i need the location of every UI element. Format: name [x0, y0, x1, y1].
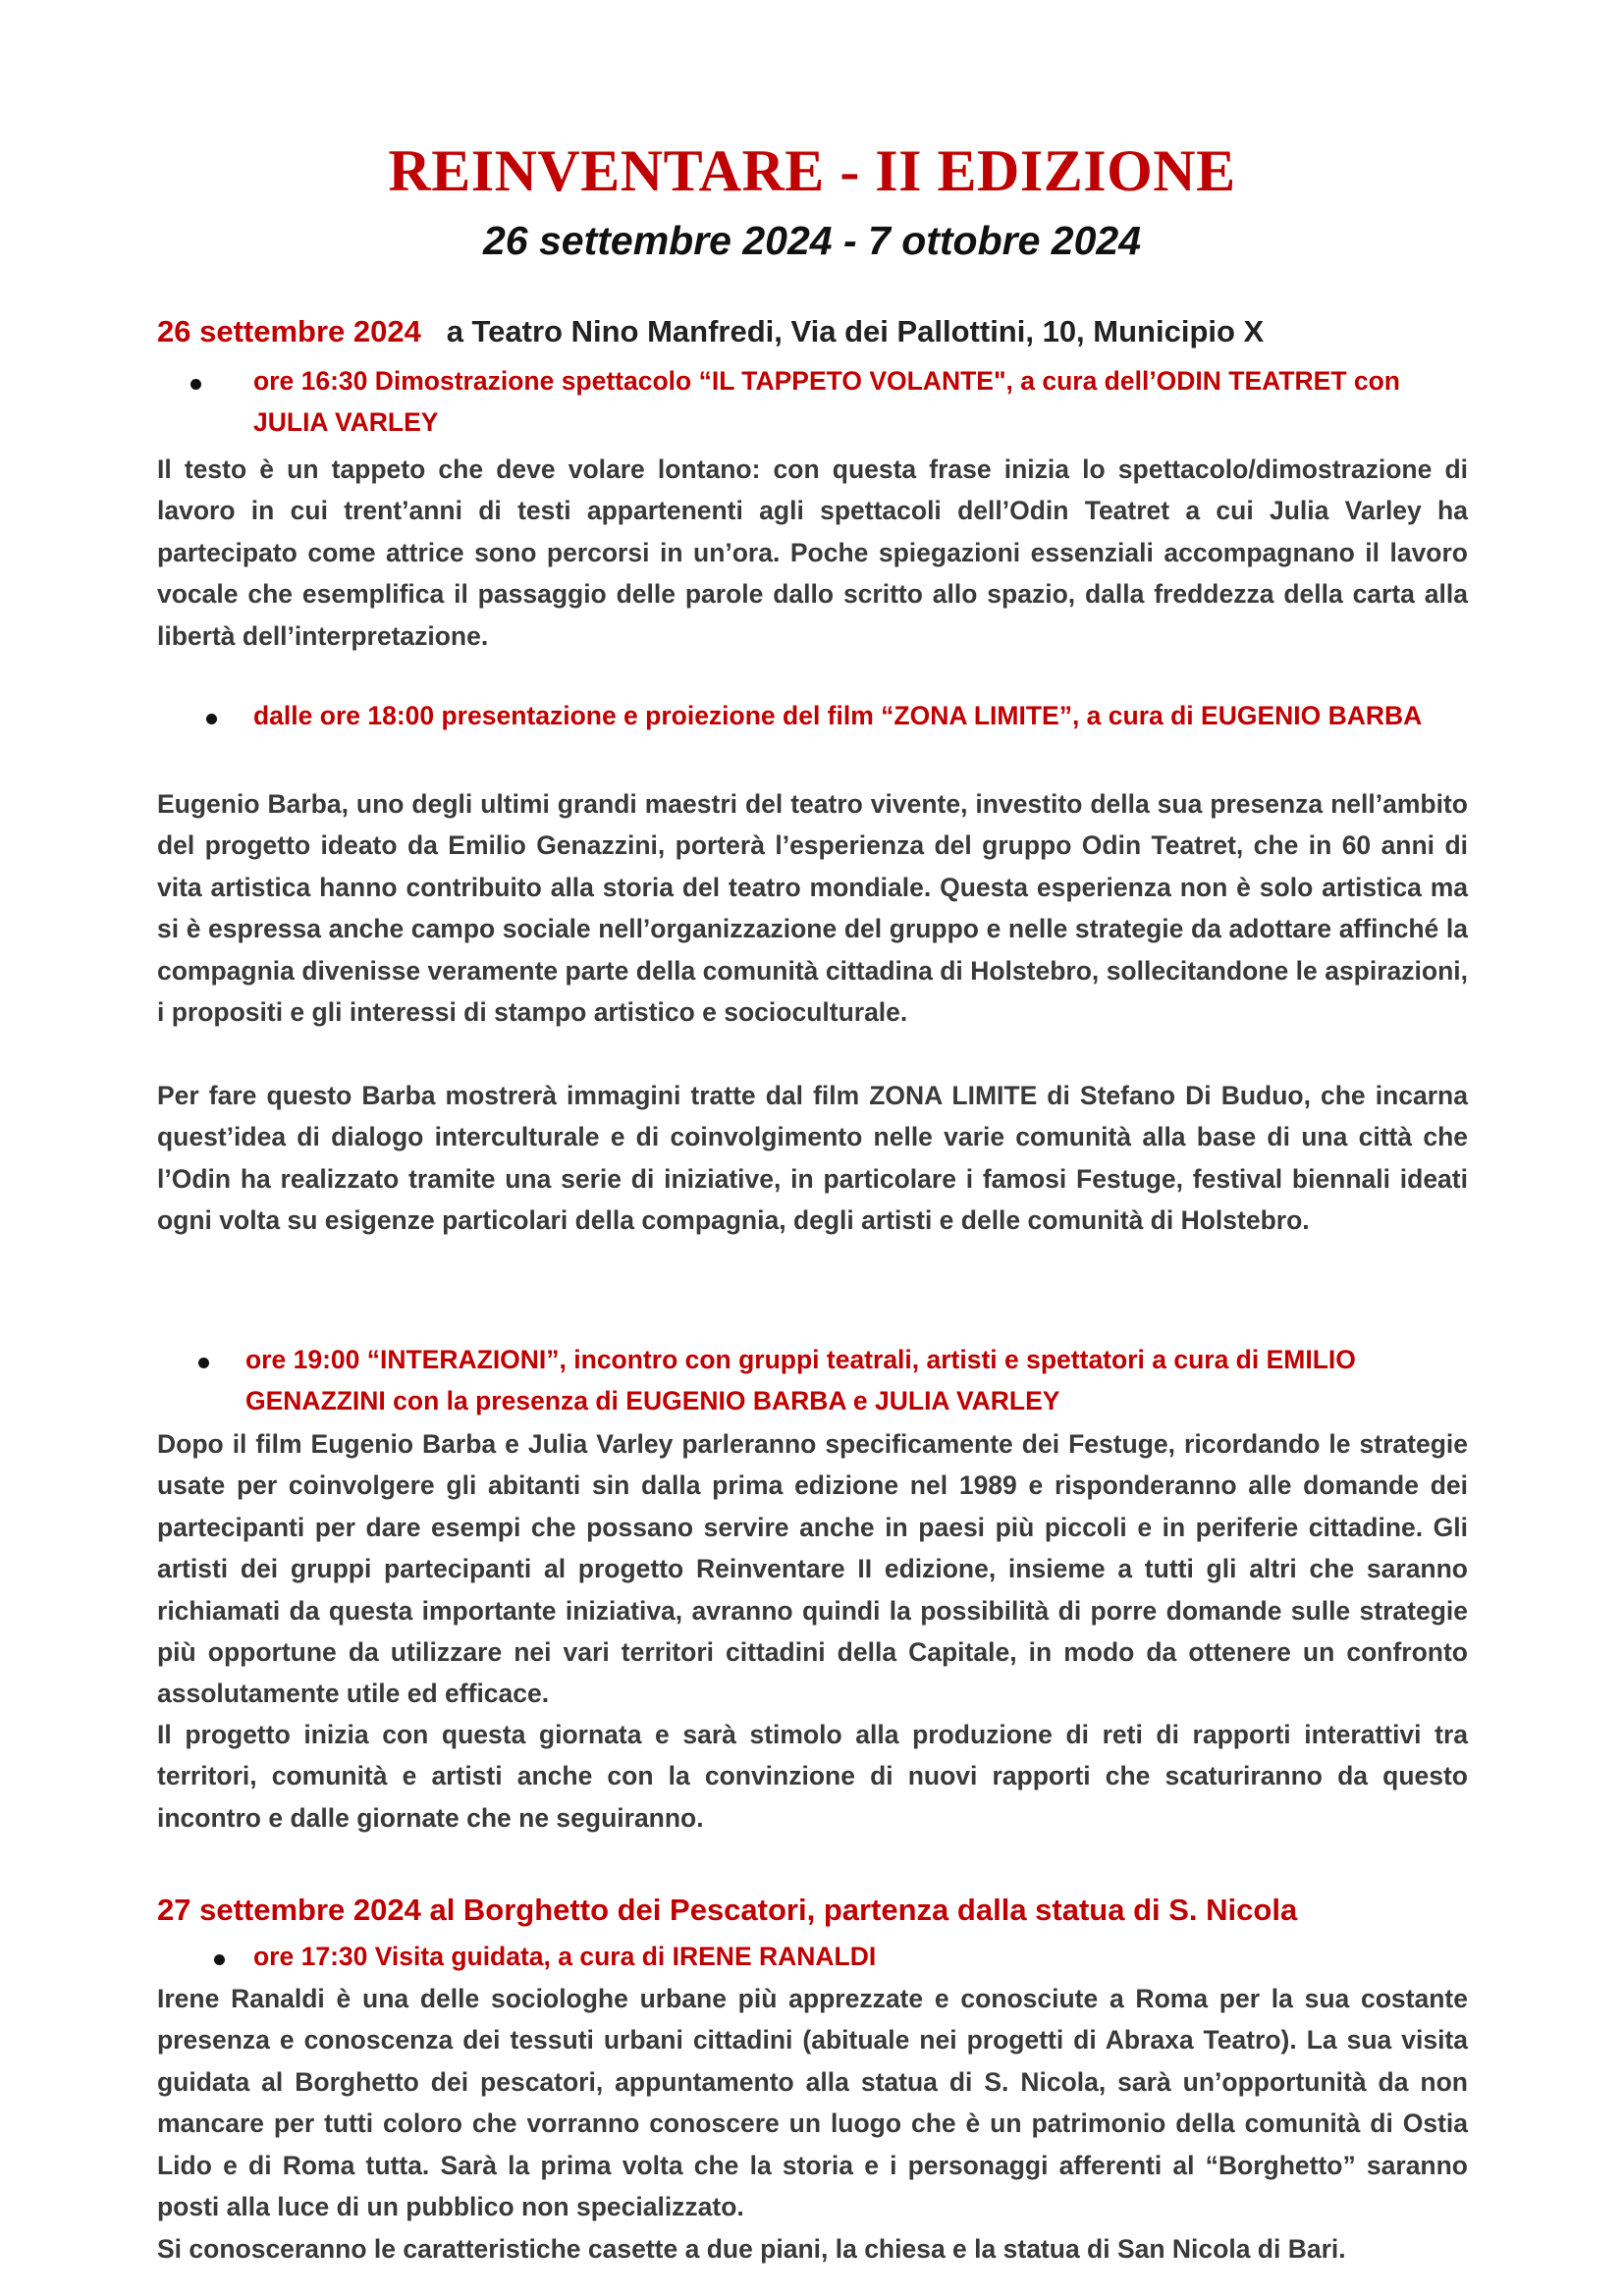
event-interazioni-bullet: ore 19:00 “INTERAZIONI”, incontro con gruppi teatrali, artisti e spettatori a cura di EMILIO GENAZZINI con la presenza di EUGENIO BARBA e JULIA VARLEY [245, 1345, 1356, 1415]
event-visita-guidata-text-2: Si conosceranno le caratteristiche casette a due piani, la chiesa e la statua di San Nicola di Bari. [157, 2234, 1346, 2264]
bullet-icon [214, 1954, 225, 1965]
event-visita-guidata-text-1: Irene Ranaldi è una delle sociologhe urbane più apprezzate e conosciute a Roma per la sua costante presenza e conoscenza dei tessuti urbani cittadini (abituale nei progetti di Abraxa Teatro). La sua visita guidata al Borghetto dei pescatori, appuntamento alla statua di S. Nicola, sarà un’opportunità da non mancare per tutti coloro che vorranno conoscere un luogo che è un patrimonio della comunità di Ostia Lido e di Roma tutta. Sarà la prima volta che la storia e i personaggi afferenti al “Borghetto” saranno posti alla luce di un pubblico non specializzato. [157, 1984, 1468, 2222]
bullet-icon [198, 1358, 209, 1368]
section-heading-26-settembre [157, 314, 1264, 349]
section-location: a Teatro Nino Manfredi, Via dei Pallottini, 10, Municipio X [446, 314, 1265, 348]
bullet-icon [206, 714, 217, 724]
document-subtitle: 26 settembre 2024 - 7 ottobre 2024 [483, 218, 1141, 263]
event-zona-limite-text-2: Per fare questo Barba mostrerà immagini tratte dal film ZONA LIMITE di Stefano Di Buduo, che incarna quest’idea di dialogo interculturale e di coinvolgimento nelle varie comunità alla base di una città che l’Odin ha realizzato tramite una serie di iniziative, in particolare i famosi Festuge, festival biennali ideati ogni volta su esigenze particolari della compagnia, degli artisti e delle comunità di Holstebro. [157, 1081, 1468, 1236]
event-zona-limite-text-1: Eugenio Barba, uno degli ultimi grandi maestri del teatro vivente, investito della sua presenza nell’ambito del progetto ideato da Emilio Genazzini, porterà l’esperienza del gruppo Odin Teatret, che in 60 anni di vita artistica hanno contribuito alla storia del teatro mondiale. Questa esperienza non è solo artistica ma si è espressa anche campo sociale nell’organizzazione del gruppo e nelle strategie da adottare affinché la compagnia divenisse veramente parte della comunità cittadina di Holstebro, sollecitandone le aspirazioni, i propositi e gli interessi di stampo artistico e socioculturale. [157, 789, 1468, 1028]
event-interazioni-text-2: Il progetto inizia con questa giornata e sarà stimolo alla produzione di reti di rapporti interattivi tra territori, comunità e artisti anche con la convinzione di nuovi rapporti che scaturiranno da questo incontro e dalle giornate che ne seguiranno. [157, 1720, 1468, 1833]
event-zona-limite-bullet: dalle ore 18:00 presentazione e proiezione del film “ZONA LIMITE”, a cura di EUGENIO BARBA [253, 701, 1423, 730]
bullet-icon [190, 379, 201, 390]
section-heading-27-settembre: 27 settembre 2024 al Borghetto dei Pescatori, partenza dalla statua di S. Nicola [157, 1893, 1298, 1927]
document-title: REINVENTARE - II EDIZIONE [388, 138, 1236, 203]
event-interazioni-text-1: Dopo il film Eugenio Barba e Julia Varley parleranno specificamente dei Festuge, ricordando le strategie usate per coinvolgere gli abitanti sin dalla prima edizione nel 1989 e risponderanno alle domande dei partecipanti per dare esempi che possano servire anche in paesi più piccoli e in periferie cittadine. Gli artisti dei gruppi partecipanti al progetto Reinventare II edizione, insieme a tutti gli altri che saranno richiamati da questa importante iniziativa, avranno quindi la possibilità di porre domande sulle strategie più opportune da utilizzare nei vari territori cittadini della Capitale, in modo da ottenere un confronto assolutamente utile ed efficace. [157, 1429, 1468, 1709]
section-date: 26 settembre 2024 [157, 314, 421, 348]
event-tappeto-volante-bullet: ore 16:30 Dimostrazione spettacolo “IL TAPPETO VOLANTE", a cura dell’ODIN TEATRET con JULIA VARLEY [253, 366, 1400, 437]
event-visita-guidata-bullet: ore 17:30 Visita guidata, a cura di IRENE RANALDI [253, 1942, 877, 1971]
event-tappeto-volante-text: Il testo è un tappeto che deve volare lontano: con questa frase inizia lo spettacolo/dimostrazione di lavoro in cui trent’anni di testi appartenenti agli spettacoli dell’Odin Teatret a cui Julia Varley ha partecipato come attrice sono percorsi in un’ora. Poche spiegazioni essenziali accompagnano il lavoro vocale che esemplifica il passaggio delle parole dallo scritto allo spazio, dalla freddezza della carta alla libertà dell’interpretazione. [157, 454, 1468, 651]
